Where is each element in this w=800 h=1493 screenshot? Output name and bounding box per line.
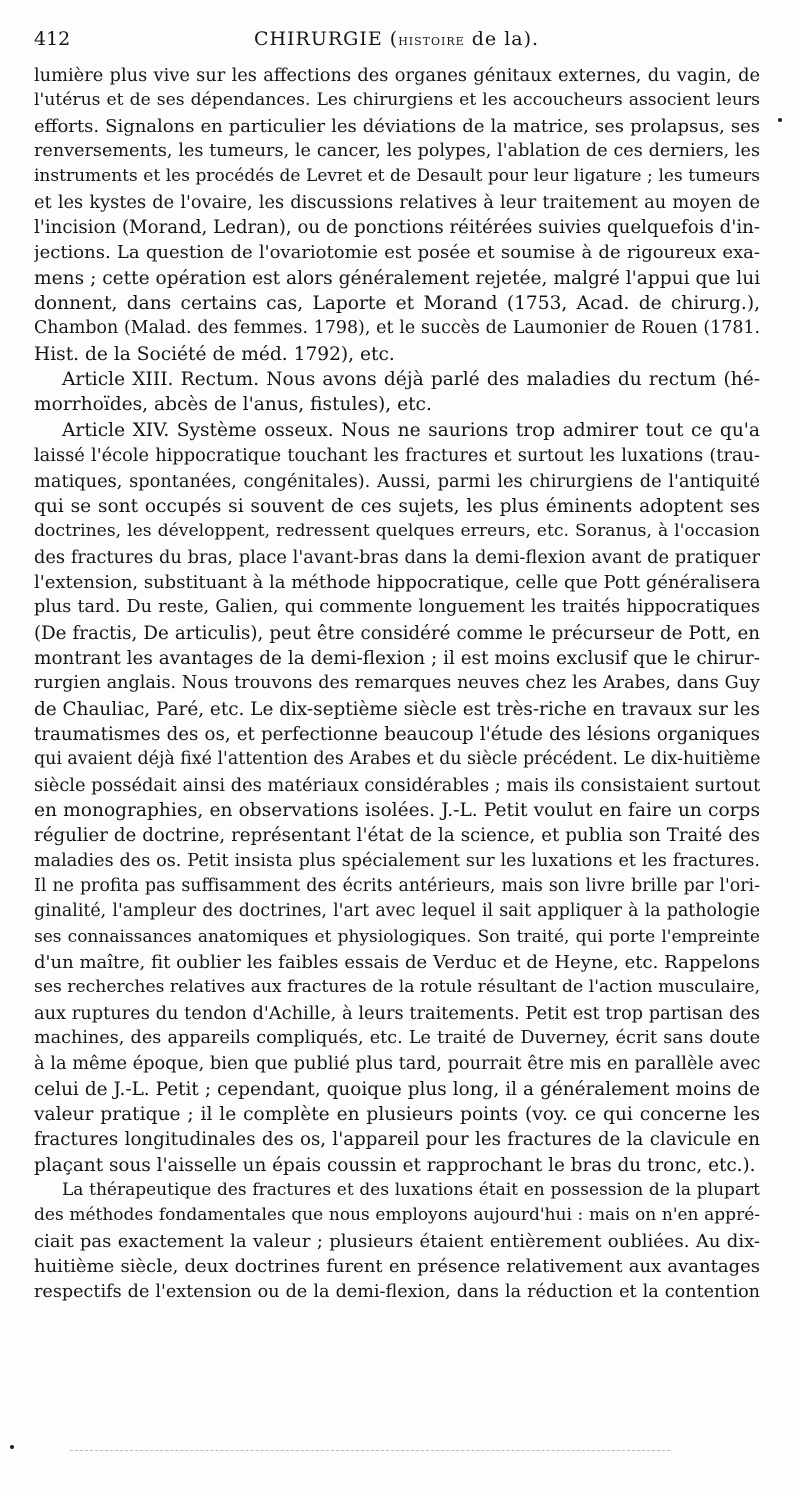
running-title-main: CHIRURGIE (253, 28, 383, 50)
text-line: respectifs de l'extension ou de la demi-flexion, dans la réduction et la contention (34, 1281, 760, 1302)
text-line: rurgien anglais. Nous trouvons des remarques neuves chez les Arabes, dans Guy (34, 673, 760, 694)
text-line: aux ruptures du tendon d'Achille, à leurs traitements. Petit est trop partisan des (34, 1002, 760, 1024)
running-title-mid: de la (464, 28, 524, 50)
running-title-small-caps: histoire (398, 31, 465, 49)
text-line: Il ne profita pas suffisamment des écrits antérieurs, mais son livre brille par l'ori- (34, 876, 760, 896)
text-line: matiques, spontanées, congénitales). Aussi, parmi les chirurgiens de l'antiquité (34, 470, 760, 492)
text-line: Hist. de la Société de méd. 1792), etc. (34, 343, 395, 365)
text-line: de Chauliac, Paré, etc. Le dix-septième siècle est très-riche en travaux sur les (34, 698, 760, 720)
running-title (34, 28, 759, 50)
running-title-open: ( (389, 28, 399, 50)
print-speck (10, 1445, 14, 1449)
text-line: lumière plus vive sur les affections des organes génitaux externes, du vagin, de (34, 65, 760, 86)
text-line: plus tard. Du reste, Galien, qui commente longuement les traités hippocratiques (34, 597, 760, 618)
text-line: doctrines, les développent, redressent quelques erreurs, etc. Soranus, à l'occasion (34, 521, 760, 542)
text-line: donnent, dans certains cas, Laporte et Morand (1753, Acad. de chirurg.), (34, 293, 760, 315)
text-line: Chambon (Malad. des femmes. 1798), et le succès de Laumonier de Rouen (1781. (34, 318, 760, 339)
text-line: qui se sont occupés si souvent de ces sujets, les plus éminents adoptent ses (34, 495, 760, 517)
text-line: montrant les avantages de la demi-flexion ; il est moins exclusif que le chirur- (34, 647, 760, 669)
text-line: en monographies, en observations isolées. J.-L. Petit voulut en faire un corps (34, 799, 760, 821)
text-line: l'extension, substituant à la méthode hippocratique, celle que Pott généralisera (34, 571, 760, 593)
body-text (34, 63, 760, 1305)
text-line: à la même époque, bien que publié plus tard, pourrait être mis en parallèle avec (34, 1053, 760, 1075)
article-heading-line: Article XIII. Rectum. Nous avons déjà parlé des maladies du rectum (hé- (62, 369, 760, 391)
text-line: machines, des appareils compliqués, etc. Le traité de Duverney, écrit sans doute (34, 1028, 760, 1049)
text-line: huitième siècle, deux doctrines furent en présence relativement aux avantages (34, 1256, 760, 1278)
text-line: valeur pratique ; il le complète en plusieurs points (voy. ce qui concerne les (34, 1104, 760, 1126)
text-line: ses connaissances anatomiques et physiologiques. Son traité, qui porte l'empreinte (34, 926, 760, 947)
text-line: renversements, les tumeurs, le cancer, les polypes, l'ablation de ces derniers, les (34, 141, 760, 162)
text-line: ginalité, l'ampleur des doctrines, l'art avec lequel il sait appliquer à la pathologie (34, 901, 760, 922)
page-number: 412 (34, 28, 71, 50)
text-line: l'incision (Morand, Ledran), ou de ponctions réitérées suivies quelquefois d'in- (34, 217, 760, 239)
text-line: l'utérus et de ses dépendances. Les chirurgiens et les accoucheurs associent leurs (34, 90, 760, 111)
paragraph-first-line: La thérapeutique des fractures et des luxations était en possession de la plupart (62, 1180, 760, 1201)
running-header (34, 28, 759, 58)
text-line: laissé l'école hippocratique touchant les fractures et surtout les luxations (trau- (34, 445, 760, 467)
text-line: jections. La question de l'ovariotomie est posée et soumise à de rigoureux exa- (34, 242, 760, 264)
text-line: d'un maître, fit oublier les faibles essais de Verduc et de Heyne, etc. Rappelons (34, 952, 760, 974)
text-line: instruments et les procédés de Levret et de Desault pour leur ligature ; les tumeurs (34, 166, 760, 187)
text-line: plaçant sous l'aisselle un épais coussin et rapprochant le bras du tronc, etc.). (34, 1154, 756, 1176)
text-line: efforts. Signalons en particulier les déviations de la matrice, ses prolapsus, ses (34, 115, 760, 137)
article-heading-line: Article XIV. Système osseux. Nous ne saurions trop admirer tout ce qu'a (62, 419, 760, 441)
text-line: maladies des os. Petit insista plus spécialement sur les luxations et les fractures. (34, 850, 760, 871)
text-line: morrhoïdes, abcès de l'anus, fistules), etc. (34, 394, 432, 416)
text-line: régulier de doctrine, représentant l'état de la science, et publia son Traité des (34, 825, 760, 847)
text-line: qui avaient déjà fixé l'attention des Arabes et du siècle précédent. Le dix-huitième (34, 749, 760, 770)
text-line: des fractures du bras, place l'avant-bras dans la demi-flexion avant de pratiquer (34, 546, 760, 568)
text-line: (De fractis, De articulis), peut être considéré comme le précurseur de Pott, en (34, 622, 760, 644)
text-line: et les kystes de l'ovaire, les discussions relatives à leur traitement au moyen de (34, 191, 760, 213)
text-line: des méthodes fondamentales que nous employons aujourd'hui : mais on n'en appré- (34, 1205, 760, 1226)
text-line: fractures longitudinales des os, l'appareil pour les fractures de la clavicule en (34, 1129, 760, 1151)
text-line: ses recherches relatives aux fractures de la rotule résultant de l'action musculaire, (34, 977, 760, 998)
text-line: mens ; cette opération est alors généralement rejetée, malgré l'appui que lui (34, 267, 760, 289)
text-line: ciait pas exactement la valeur ; plusieurs étaient entièrement oubliées. Au dix- (34, 1230, 760, 1252)
footer-rule (70, 1450, 670, 1451)
text-line: siècle possédait ainsi des matériaux considérables ; mais ils consistaient surtout (34, 774, 760, 796)
text-line: celui de J.-L. Petit ; cependant, quoique plus long, il a généralement moins de (34, 1078, 760, 1100)
running-title-close: ). (523, 28, 540, 50)
print-speck (778, 118, 782, 122)
text-line: traumatismes des os, et perfectionne beaucoup l'étude des lésions organiques (34, 723, 760, 745)
